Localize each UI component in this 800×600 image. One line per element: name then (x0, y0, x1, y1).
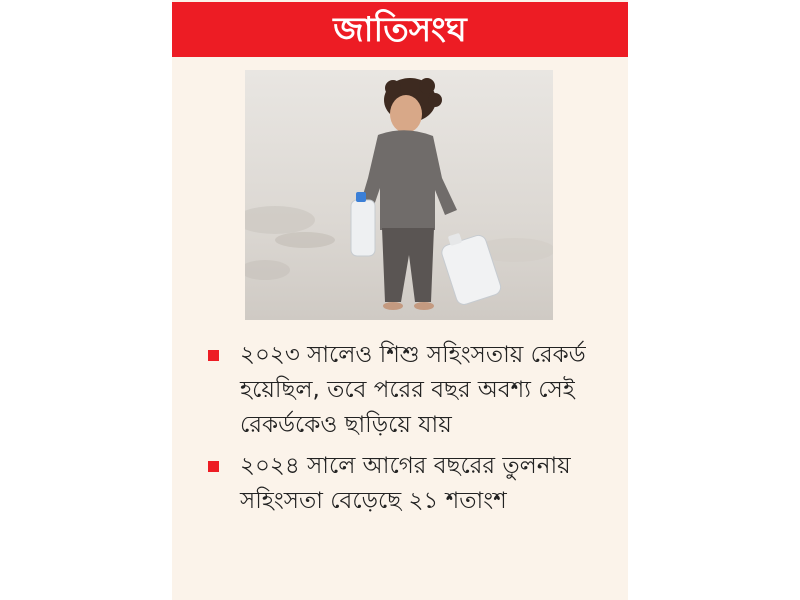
child-with-canisters-image (245, 70, 553, 320)
news-photo (245, 70, 553, 320)
list-item (172, 338, 628, 443)
bullet-square-icon (208, 461, 219, 472)
bullet-list (172, 338, 628, 525)
header-banner (172, 2, 628, 57)
bullet-text: ২০২৪ সালে আগের বছরের তুলনায় সহিংসতা বেড়েছে ২১ শতাংশ (240, 453, 571, 514)
bullet-text: ২০২৩ সালেও শিশু সহিংসতায় রেকর্ড হয়েছিল, তবে পরের বছর অবশ্য সেই রেকর্ডকেও ছাড়িয়ে যায় (240, 342, 586, 438)
news-card (172, 0, 628, 600)
bullet-square-icon (208, 350, 219, 361)
header-title: জাতিসংঘ (333, 9, 467, 50)
list-item (172, 449, 628, 519)
